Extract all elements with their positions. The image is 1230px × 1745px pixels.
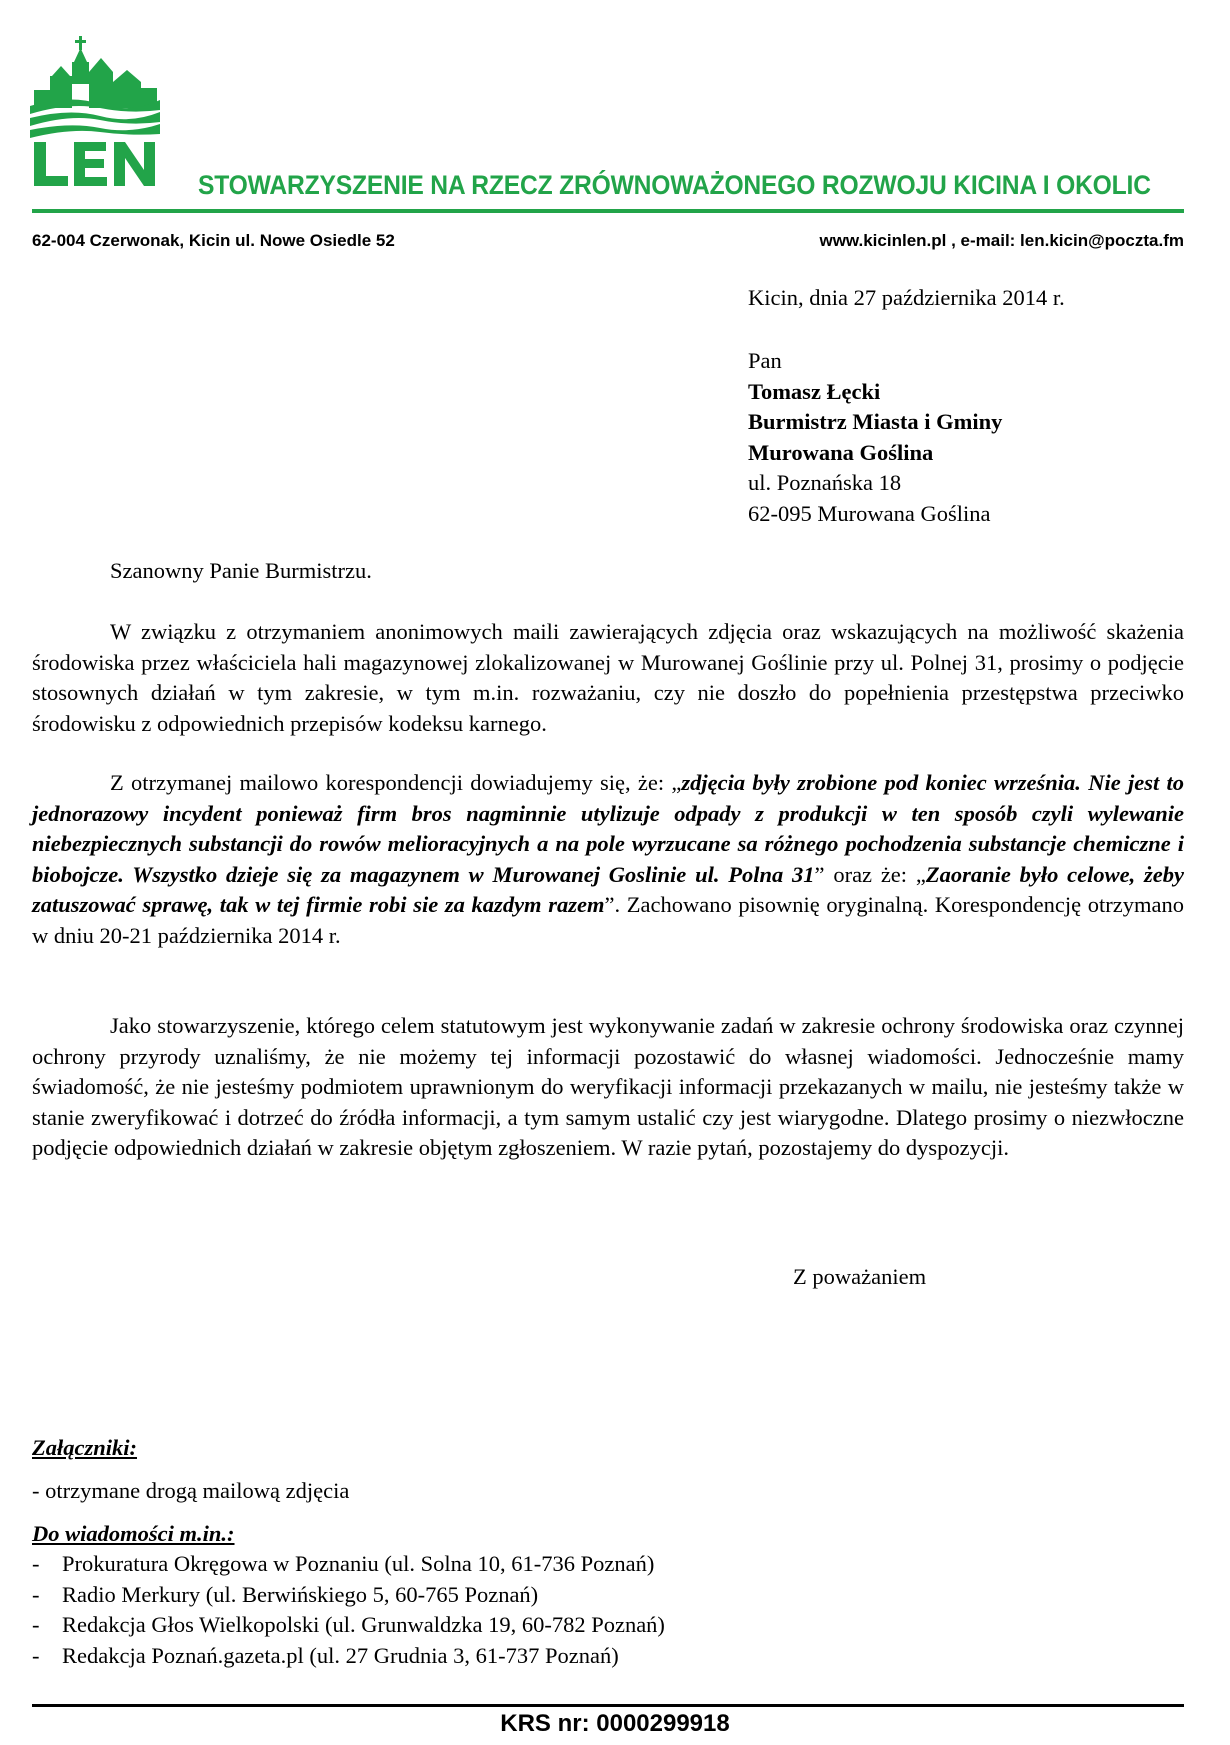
attachment-item: - otrzymane drogą mailową zdjęcia	[32, 1478, 350, 1503]
list-item	[32, 1580, 665, 1611]
list-item	[32, 1610, 665, 1641]
cc-item-label: Radio Merkury (ul. Berwińskiego 5, 60-765 Poznań)	[62, 1581, 539, 1607]
len-logo-icon	[30, 28, 160, 200]
quote-1: zdjęcia były zrobione pod koniec września. Nie jest to jednorazowy incydent ponieważ firm bros nagminnie utylizuje odpady z produkcji w ten sposób czyli wylewanie niebezpiecznych substancji do rowów melioracyjnych a na pole wyrzucane sa różnego pochodzenia substancje chemiczne i biobojcze. Wszystko dzieje się za magazynem w Murowanej Goslinie ul. Polna 31	[32, 770, 1184, 887]
list-dash: -	[32, 1581, 40, 1607]
list-dash: -	[32, 1642, 40, 1668]
cc-heading: Do wiadomości m.in.:	[32, 1521, 235, 1546]
recipient-block	[748, 346, 1002, 529]
organization-contact: www.kicinlen.pl , e-mail: len.kicin@poczta.fm	[819, 231, 1184, 250]
cc-list	[32, 1549, 665, 1671]
recipient-city: 62-095 Murowana Goślina	[748, 500, 991, 526]
list-item	[32, 1549, 665, 1580]
quote-2: Zaoranie było celowe, żeby zatuszować sprawę, tak w tej firmie robi sie za kazdym razem	[32, 861, 1185, 917]
krs-number: KRS nr: 0000299918	[500, 1710, 730, 1737]
list-dash: -	[32, 1551, 40, 1576]
organization-name: STOWARZYSZENIE NA RZECZ ZRÓWNOWAŻONEGO ROZWOJU KICINA I OKOLIC	[198, 170, 1151, 200]
cc-item-label: Prokuratura Okręgowa w Poznaniu (ul. Solna 10, 61-736 Poznań)	[62, 1551, 655, 1576]
recipient-name: Tomasz Łęcki	[748, 378, 881, 404]
recipient-street: ul. Poznańska 18	[748, 470, 902, 495]
footer-divider	[32, 1704, 1184, 1707]
date-line: Kicin, dnia 27 października 2014 r.	[748, 285, 1065, 310]
organization-address: 62-004 Czerwonak, Kicin ul. Nowe Osiedle 52	[32, 231, 395, 250]
paragraph-2-intro: Z otrzymanej mailowo korespondencji dowiadujemy się, że: „	[110, 770, 682, 795]
paragraph-2-middle: ” oraz że: „	[814, 861, 926, 887]
greeting: Szanowny Panie Burmistrzu.	[110, 558, 372, 583]
recipient-office: Murowana Goślina	[748, 439, 934, 465]
paragraph-2-outro: ”. Zachowano pisownię oryginalną. Korespondencję otrzymano w dniu 20-21 października 2014 r.	[32, 892, 1184, 948]
header-divider	[32, 209, 1184, 213]
paragraph-1: W związku z otrzymaniem anonimowych maili zawierających zdjęcia oraz wskazujących na możliwość skażenia środowiska przez właściciela hali magazynowej zlokalizowanej w Murowanej Goślinie przy ul. Polnej 31, prosimy o podjęcie stosownych działań w tym zakresie, w tym m.in. rozważaniu, czy nie doszło do popełnienia przestępstwa przeciwko środowisku z odpowiednich przepisów kodeksu karnego.	[32, 619, 1184, 736]
recipient-salutation: Pan	[748, 348, 782, 373]
attachments-heading: Załączniki:	[32, 1435, 137, 1460]
recipient-title: Burmistrz Miasta i Gminy	[748, 409, 1003, 434]
paragraph-3: Jako stowarzyszenie, którego celem statutowym jest wykonywanie zadań w zakresie ochrony środowiska oraz czynnej ochrony przyrody uznaliśmy, że nie możemy tej informacji pozostawić do własnej wiadomości. Jednocześnie mamy świadomość, że nie jesteśmy podmiotem uprawnionym do weryfikacji informacji przekazanych w mailu, nie jesteśmy także w stanie zweryfikować i dotrzeć do źródła informacji, a tym samym ustalić czy jest wiarygodne. Dlatego prosimy o niezwłoczne podjęcie odpowiednich działań w zakresie objętym zgłoszeniem. W razie pytań, pozostajemy do dyspozycji.	[32, 1013, 1184, 1160]
list-item	[32, 1641, 665, 1672]
cc-item-label: Redakcja Poznań.gazeta.pl (ul. 27 Grudnia 3, 61-737 Poznań)	[62, 1642, 619, 1668]
list-dash: -	[32, 1612, 40, 1637]
closing: Z poważaniem	[793, 1264, 927, 1289]
paragraph-2	[32, 768, 1184, 951]
cc-item-label: Redakcja Głos Wielkopolski (ul. Grunwaldzka 19, 60-782 Poznań)	[62, 1612, 665, 1637]
